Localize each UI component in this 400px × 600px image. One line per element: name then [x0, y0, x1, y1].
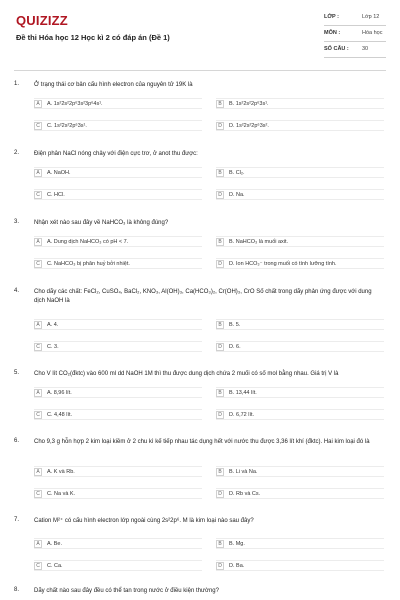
option-text: A. Be. — [47, 540, 62, 547]
option-letter-box: B — [216, 169, 224, 177]
option-letter-box: B — [216, 238, 224, 246]
question-text: Cation M²⁺ có cấu hình electron lớp ngoài cùng 2s²2p⁶. M là kim loại nào sau đây? — [34, 518, 254, 524]
question-text: Cho 9,3 g hỗn hợp 2 kim loại kiềm ở 2 chu kì kế tiếp nhau tác dụng hết với nước thu được 3,36 lít khí (đktc). Hai kim loại đó là — [34, 439, 370, 445]
option-b[interactable] — [216, 387, 384, 398]
option-d[interactable] — [216, 488, 384, 499]
option-text: B. Cl₂. — [229, 169, 245, 176]
option-letter-box: A — [34, 321, 42, 329]
option-c[interactable] — [34, 189, 202, 200]
option-letter-box: D — [216, 411, 224, 419]
option-text: A. K và Rb. — [47, 468, 75, 475]
option-text: C. 4,48 lít. — [47, 411, 73, 418]
option-text: C. HCl. — [47, 191, 65, 198]
option-letter-box: A — [34, 540, 42, 548]
option-text: C. NaHCO₃ bị phân huỷ bởi nhiệt. — [47, 260, 130, 267]
option-b[interactable] — [216, 466, 384, 477]
question-text: Cho dãy các chất: FeCl₂, CuSO₄, BaCl₂, KNO₃, Al(OH)₃, Ca(HCO₃)₂, Cr(OH)₃, CrO Số chất trong dãy phản ứng được với dung dịch NaOH là — [34, 289, 372, 304]
option-text: D. 1s²2s²2p⁶3s². — [229, 122, 269, 129]
question-number: 5. — [14, 370, 20, 376]
meta-grade-label: LỚP : — [324, 14, 339, 20]
option-letter-box: D — [216, 260, 224, 268]
option-letter-box: B — [216, 100, 224, 108]
option-letter-box: B — [216, 389, 224, 397]
option-letter-box: C — [34, 191, 42, 199]
meta-grade-value: Lớp 12 — [362, 14, 380, 20]
option-letter-box: C — [34, 343, 42, 351]
option-text: C. Na và K. — [47, 490, 76, 497]
option-text: C. 3. — [47, 343, 59, 350]
option-letter-box: C — [34, 490, 42, 498]
option-a[interactable] — [34, 319, 202, 330]
option-text: C. 1s²2s²2p⁶3s¹. — [47, 122, 87, 129]
option-letter-box: B — [216, 468, 224, 476]
option-a[interactable] — [34, 167, 202, 178]
option-letter-box: C — [34, 260, 42, 268]
option-c[interactable] — [34, 488, 202, 499]
divider — [324, 25, 386, 26]
meta-subject-label: MÔN : — [324, 30, 341, 36]
option-letter-box: D — [216, 490, 224, 498]
question-number: 2. — [14, 150, 20, 156]
page-title: Đề thi Hóa học 12 Học kì 2 có đáp án (Đề 1) — [16, 33, 170, 42]
question-text: Dãy chất nào sau đây đều có thể tan trong nước ở điều kiện thường? — [34, 588, 219, 594]
question-number: 7. — [14, 517, 20, 523]
option-b[interactable] — [216, 236, 384, 247]
option-d[interactable] — [216, 560, 384, 571]
meta-subject-value: Hóa học — [362, 30, 383, 36]
option-a[interactable] — [34, 466, 202, 477]
option-a[interactable] — [34, 538, 202, 549]
option-letter-box: A — [34, 100, 42, 108]
question-number: 8. — [14, 587, 20, 593]
question-text: Nhận xét nào sau đây về NaHCO₃ là không đúng? — [34, 220, 169, 226]
option-d[interactable] — [216, 120, 384, 131]
question-number: 4. — [14, 288, 20, 294]
option-text: D. 6. — [229, 343, 241, 350]
option-c[interactable] — [34, 258, 202, 269]
option-text: A. 8,96 lít. — [47, 389, 72, 396]
option-letter-box: C — [34, 122, 42, 130]
worksheet-header — [0, 0, 400, 70]
meta-question-count — [324, 46, 394, 52]
option-letter-box: D — [216, 343, 224, 351]
option-text: D. Ba. — [229, 562, 245, 569]
question-text: Ở trạng thái cơ bản cấu hình electron của nguyên tử 19K là — [34, 82, 193, 88]
quizizz-logo: QUIZIZZ — [16, 13, 68, 28]
question-number: 6. — [14, 438, 20, 444]
option-text: A. Dung dịch NaHCO₃ có pH < 7. — [47, 238, 129, 245]
option-a[interactable] — [34, 387, 202, 398]
divider — [324, 41, 386, 42]
option-letter-box: A — [34, 389, 42, 397]
option-letter-box: A — [34, 169, 42, 177]
question-number: 1. — [14, 81, 20, 87]
option-letter-box: D — [216, 122, 224, 130]
option-letter-box: D — [216, 191, 224, 199]
option-a[interactable] — [34, 236, 202, 247]
option-text: D. Na. — [229, 191, 245, 198]
option-d[interactable] — [216, 409, 384, 420]
meta-grade — [324, 14, 394, 20]
option-b[interactable] — [216, 167, 384, 178]
option-text: B. 13,44 lít. — [229, 389, 257, 396]
header-divider — [14, 70, 386, 71]
option-text: B. 1s²2s²2p⁶3s¹. — [229, 100, 269, 107]
option-text: A. 4. — [47, 321, 59, 328]
option-text: B. NaHCO₃ là muối axit. — [229, 238, 289, 245]
option-text: D. Rb và Cs. — [229, 490, 261, 497]
option-text: B. 5. — [229, 321, 241, 328]
option-d[interactable] — [216, 189, 384, 200]
option-text: B. Mg. — [229, 540, 245, 547]
option-d[interactable] — [216, 341, 384, 352]
question-text: Điện phân NaCl nóng chảy với điện cực trơ, ở anot thu được: — [34, 151, 198, 157]
option-b[interactable] — [216, 319, 384, 330]
option-b[interactable] — [216, 98, 384, 109]
option-c[interactable] — [34, 341, 202, 352]
option-letter-box: D — [216, 562, 224, 570]
option-letter-box: B — [216, 321, 224, 329]
option-b[interactable] — [216, 538, 384, 549]
option-text: B. Li và Na. — [229, 468, 258, 475]
option-c[interactable] — [34, 560, 202, 571]
meta-count-label: SỐ CÂU : — [324, 46, 349, 52]
meta-subject — [324, 30, 394, 36]
option-c[interactable] — [34, 120, 202, 131]
option-text: D. Ion HCO₃⁻ trong muối có tính lưỡng tính. — [229, 260, 337, 267]
meta-count-value: 30 — [362, 46, 369, 52]
option-c[interactable] — [34, 409, 202, 420]
option-text: A. 1s²2s²2p⁶3s²3p⁶4s¹. — [47, 100, 103, 107]
option-text: C. Ca. — [47, 562, 63, 569]
option-letter-box: A — [34, 238, 42, 246]
option-letter-box: C — [34, 411, 42, 419]
option-text: D. 6,72 lít. — [229, 411, 255, 418]
divider — [324, 57, 386, 58]
option-d[interactable] — [216, 258, 384, 269]
question-number: 3. — [14, 219, 20, 225]
option-text: A. NaOH. — [47, 169, 71, 176]
option-letter-box: B — [216, 540, 224, 548]
question-text: Cho V lít CO₂(đktc) vào 600 ml dd NaOH 1M thì thu được dung dịch chứa 2 muối có số mol bằng nhau. Giá trị V là — [34, 371, 339, 377]
option-letter-box: C — [34, 562, 42, 570]
option-a[interactable] — [34, 98, 202, 109]
option-letter-box: A — [34, 468, 42, 476]
